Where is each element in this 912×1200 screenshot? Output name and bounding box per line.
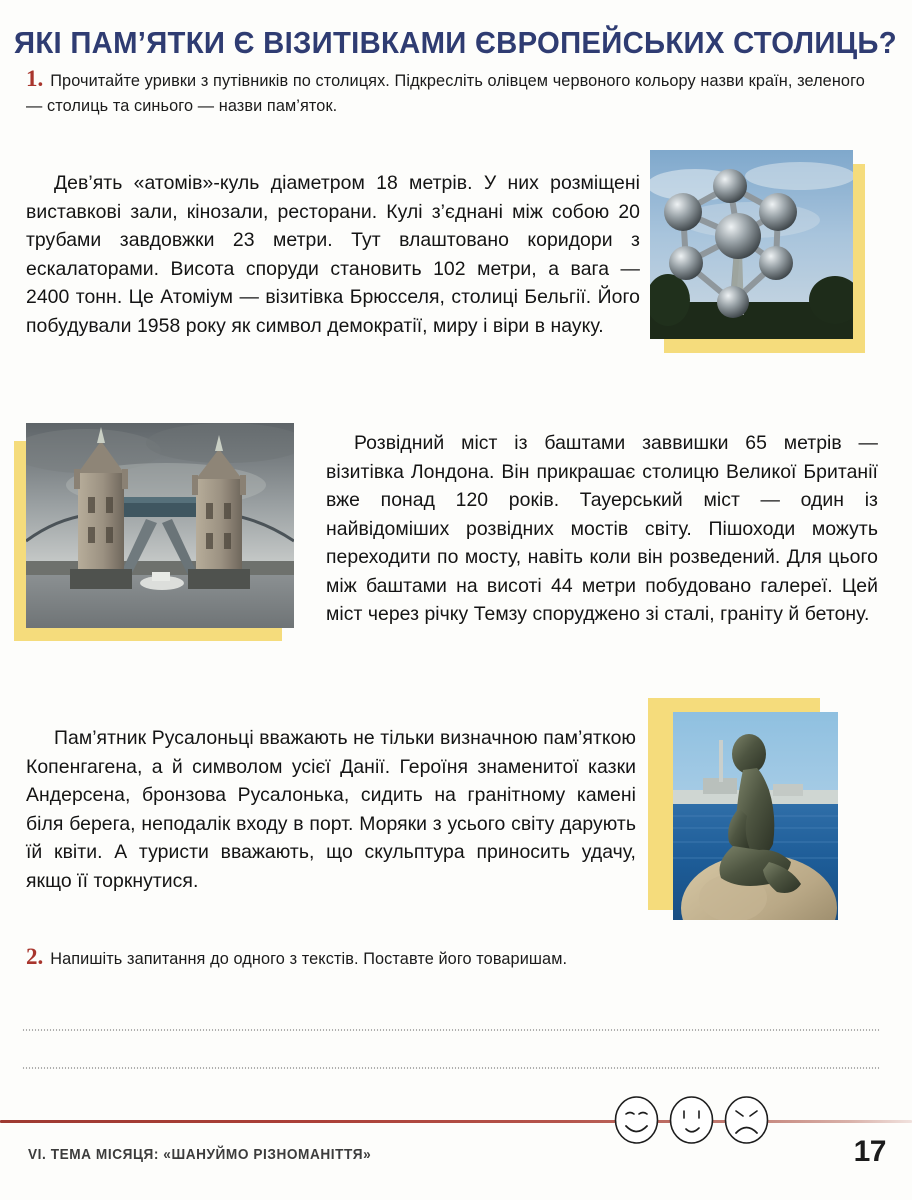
footer-theme-label: VI. ТЕМА МІСЯЦЯ: «ШАНУЙМО РІЗНОМАНІТТЯ» — [28, 1147, 372, 1163]
sad-face-icon[interactable] — [723, 1095, 770, 1145]
photo-atomium — [650, 150, 878, 360]
paragraph-atomium: Дев’ять «атомів»-куль діаметром 18 метрів. У них розміщені виставкові зали, кінозали, ресторани. Кулі з’єднані між собою 20 трубами завдовжки 23 метри. Тут влаштовано коридори з ескалаторами. Висота споруди становить 102 метри, а вага — 2400 тонн. Це Атоміум — візитівка Брюсселя, столиці Бельгії. Його побудували 1958 року як символ демократії, миру і віри в науку. — [26, 172, 640, 337]
photo-atomium-image — [650, 150, 853, 339]
page-number: 17 — [853, 1135, 886, 1168]
photo-little-mermaid-image — [673, 712, 838, 920]
task-1-text: Прочитайте уривки з путівників по столицях. Підкресліть олівцем червоного кольору назви країн, зеленого — столиць та синього — назви пам’яток. — [26, 72, 865, 115]
page-title: ЯКІ ПАМ’ЯТКИ Є ВІЗИТІВКАМИ ЄВРОПЕЙСЬКИХ СТОЛИЦЬ? — [14, 26, 897, 61]
answer-line[interactable] — [22, 1029, 880, 1031]
task-2 — [26, 944, 876, 972]
task-1 — [26, 66, 876, 119]
paragraph-little-mermaid: Пам’ятник Русалоньці вважають не тільки визначною пам’яткою Копенгагена, а й символом усієї Данії. Героїня знаменитої казки Андерсена, бронзова Русалонька, сидить на гранітному камені біля берега, неподалік входу в порт. Моряки з усього світу дарують їй квіти. А туристи вважають, що скульптура приносить удачу, якщо її торкнутися. — [26, 727, 636, 892]
task-2-text: Напишіть запитання до одного з текстів. Поставте його товаришам. — [50, 950, 568, 968]
neutral-face-icon[interactable] — [668, 1095, 715, 1145]
footer-divider — [0, 1120, 912, 1123]
photo-little-mermaid — [648, 698, 888, 928]
photo-tower-bridge — [14, 415, 304, 650]
task-1-number: 1. — [26, 66, 44, 91]
paragraph-tower-bridge: Розвідний міст із баштами заввишки 65 метрів — візитівка Лондона. Він прикрашає столицю Великої Британії вже понад 120 років. Тауерський міст — один із найвідоміших розвідних мостів світу. Пішоходи можуть переходити по мосту, навіть коли він розведений. Для цього між баштами на висоті 44 метри побудовано галереї. Цей міст через річку Темзу споруджено зі сталі, граніту й бетону. — [326, 432, 878, 625]
happy-face-icon[interactable] — [613, 1095, 660, 1145]
mood-face-row — [613, 1095, 770, 1145]
task-2-number: 2. — [26, 944, 44, 969]
answer-line[interactable] — [22, 1067, 880, 1069]
photo-tower-bridge-image — [26, 423, 294, 628]
